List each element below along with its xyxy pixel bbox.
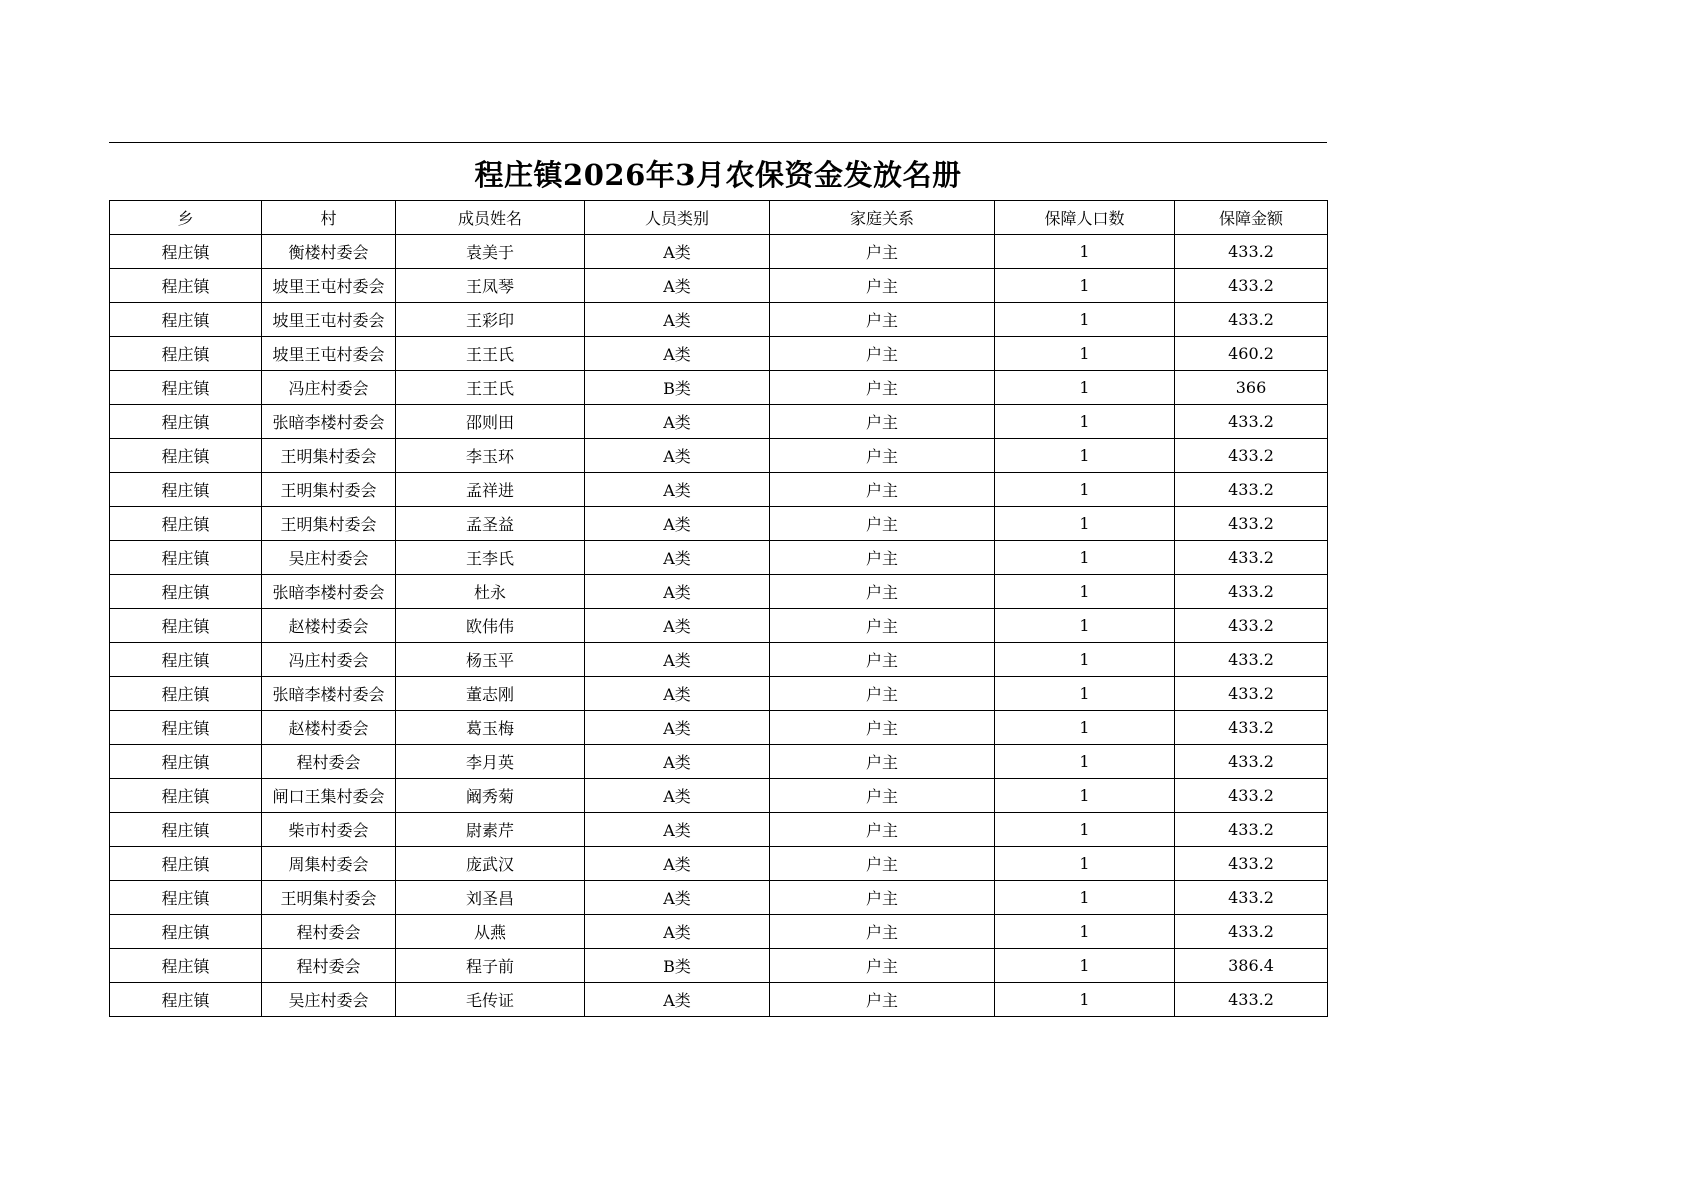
covered-persons-cell: 1 (995, 949, 1175, 983)
table-row (110, 915, 1328, 949)
amount-cell: 433.2 (1175, 303, 1328, 337)
township-cell: 程庄镇 (110, 473, 262, 507)
amount-cell: 433.2 (1175, 405, 1328, 439)
member-name-cell: 孟圣益 (396, 507, 585, 541)
amount-cell: 433.2 (1175, 915, 1328, 949)
family-relation-cell: 户主 (770, 541, 995, 575)
member-name-cell: 董志刚 (396, 677, 585, 711)
amount-cell: 433.2 (1175, 541, 1328, 575)
member-name-cell: 邵则田 (396, 405, 585, 439)
category-cell: A类 (585, 983, 770, 1017)
table-row (110, 337, 1328, 371)
header-row (110, 201, 1328, 235)
family-relation-cell: 户主 (770, 643, 995, 677)
top-rule (109, 142, 1327, 143)
covered-persons-cell: 1 (995, 371, 1175, 405)
amount-cell: 433.2 (1175, 779, 1328, 813)
table-row (110, 439, 1328, 473)
member-name-cell: 尉素芹 (396, 813, 585, 847)
amount-cell: 433.2 (1175, 439, 1328, 473)
township-cell: 程庄镇 (110, 609, 262, 643)
family-relation-cell: 户主 (770, 235, 995, 269)
column-header-township: 乡 (110, 201, 262, 235)
table-row (110, 983, 1328, 1017)
village-cell: 冯庄村委会 (262, 643, 396, 677)
amount-cell: 460.2 (1175, 337, 1328, 371)
township-cell: 程庄镇 (110, 881, 262, 915)
category-cell: B类 (585, 949, 770, 983)
family-relation-cell: 户主 (770, 779, 995, 813)
page-title: 程庄镇2026年3月农保资金发放名册 (474, 158, 962, 192)
amount-cell: 433.2 (1175, 813, 1328, 847)
amount-cell: 386.4 (1175, 949, 1328, 983)
covered-persons-cell: 1 (995, 643, 1175, 677)
column-header-member-name: 成员姓名 (396, 201, 585, 235)
amount-cell: 433.2 (1175, 881, 1328, 915)
amount-cell: 433.2 (1175, 507, 1328, 541)
family-relation-cell: 户主 (770, 439, 995, 473)
category-cell: A类 (585, 473, 770, 507)
amount-cell: 433.2 (1175, 745, 1328, 779)
family-relation-cell: 户主 (770, 711, 995, 745)
village-cell: 程村委会 (262, 915, 396, 949)
township-cell: 程庄镇 (110, 949, 262, 983)
member-name-cell: 杜永 (396, 575, 585, 609)
category-cell: A类 (585, 711, 770, 745)
category-cell: A类 (585, 915, 770, 949)
category-cell: A类 (585, 643, 770, 677)
family-relation-cell: 户主 (770, 813, 995, 847)
column-header-category: 人员类别 (585, 201, 770, 235)
table-row (110, 847, 1328, 881)
township-cell: 程庄镇 (110, 541, 262, 575)
amount-cell: 433.2 (1175, 847, 1328, 881)
covered-persons-cell: 1 (995, 745, 1175, 779)
member-name-cell: 王王氏 (396, 337, 585, 371)
family-relation-cell: 户主 (770, 983, 995, 1017)
covered-persons-cell: 1 (995, 983, 1175, 1017)
township-cell: 程庄镇 (110, 915, 262, 949)
covered-persons-cell: 1 (995, 609, 1175, 643)
category-cell: A类 (585, 405, 770, 439)
family-relation-cell: 户主 (770, 473, 995, 507)
member-name-cell: 王彩印 (396, 303, 585, 337)
covered-persons-cell: 1 (995, 881, 1175, 915)
family-relation-cell: 户主 (770, 745, 995, 779)
category-cell: A类 (585, 303, 770, 337)
amount-cell: 433.2 (1175, 609, 1328, 643)
amount-cell: 433.2 (1175, 677, 1328, 711)
member-name-cell: 杨玉平 (396, 643, 585, 677)
table-row (110, 677, 1328, 711)
member-name-cell: 阚秀菊 (396, 779, 585, 813)
covered-persons-cell: 1 (995, 507, 1175, 541)
township-cell: 程庄镇 (110, 235, 262, 269)
family-relation-cell: 户主 (770, 575, 995, 609)
category-cell: A类 (585, 507, 770, 541)
village-cell: 柴市村委会 (262, 813, 396, 847)
category-cell: A类 (585, 575, 770, 609)
village-cell: 冯庄村委会 (262, 371, 396, 405)
payment-roster-table (109, 200, 1328, 1017)
member-name-cell: 欧伟伟 (396, 609, 585, 643)
covered-persons-cell: 1 (995, 235, 1175, 269)
category-cell: A类 (585, 541, 770, 575)
family-relation-cell: 户主 (770, 507, 995, 541)
township-cell: 程庄镇 (110, 779, 262, 813)
member-name-cell: 李玉环 (396, 439, 585, 473)
covered-persons-cell: 1 (995, 711, 1175, 745)
table-row (110, 303, 1328, 337)
column-header-family-relation: 家庭关系 (770, 201, 995, 235)
township-cell: 程庄镇 (110, 745, 262, 779)
category-cell: A类 (585, 745, 770, 779)
covered-persons-cell: 1 (995, 813, 1175, 847)
village-cell: 张暗李楼村委会 (262, 575, 396, 609)
amount-cell: 366 (1175, 371, 1328, 405)
category-cell: A类 (585, 235, 770, 269)
table-row (110, 745, 1328, 779)
village-cell: 赵楼村委会 (262, 609, 396, 643)
table-row (110, 473, 1328, 507)
village-cell: 周集村委会 (262, 847, 396, 881)
covered-persons-cell: 1 (995, 575, 1175, 609)
family-relation-cell: 户主 (770, 609, 995, 643)
village-cell: 王明集村委会 (262, 507, 396, 541)
amount-cell: 433.2 (1175, 473, 1328, 507)
village-cell: 王明集村委会 (262, 473, 396, 507)
amount-cell: 433.2 (1175, 983, 1328, 1017)
township-cell: 程庄镇 (110, 847, 262, 881)
amount-cell: 433.2 (1175, 643, 1328, 677)
category-cell: A类 (585, 677, 770, 711)
member-name-cell: 刘圣昌 (396, 881, 585, 915)
village-cell: 张暗李楼村委会 (262, 405, 396, 439)
table-body (110, 235, 1328, 1017)
township-cell: 程庄镇 (110, 983, 262, 1017)
category-cell: A类 (585, 269, 770, 303)
table-row (110, 269, 1328, 303)
amount-cell: 433.2 (1175, 269, 1328, 303)
table-row (110, 881, 1328, 915)
township-cell: 程庄镇 (110, 337, 262, 371)
township-cell: 程庄镇 (110, 371, 262, 405)
township-cell: 程庄镇 (110, 269, 262, 303)
covered-persons-cell: 1 (995, 779, 1175, 813)
township-cell: 程庄镇 (110, 405, 262, 439)
village-cell: 坡里王屯村委会 (262, 303, 396, 337)
member-name-cell: 葛玉梅 (396, 711, 585, 745)
covered-persons-cell: 1 (995, 541, 1175, 575)
category-cell: A类 (585, 609, 770, 643)
family-relation-cell: 户主 (770, 303, 995, 337)
village-cell: 王明集村委会 (262, 439, 396, 473)
category-cell: A类 (585, 881, 770, 915)
village-cell: 王明集村委会 (262, 881, 396, 915)
member-name-cell: 从燕 (396, 915, 585, 949)
table-row (110, 779, 1328, 813)
covered-persons-cell: 1 (995, 439, 1175, 473)
covered-persons-cell: 1 (995, 337, 1175, 371)
member-name-cell: 庞武汉 (396, 847, 585, 881)
amount-cell: 433.2 (1175, 711, 1328, 745)
covered-persons-cell: 1 (995, 303, 1175, 337)
township-cell: 程庄镇 (110, 439, 262, 473)
member-name-cell: 袁美于 (396, 235, 585, 269)
township-cell: 程庄镇 (110, 711, 262, 745)
covered-persons-cell: 1 (995, 915, 1175, 949)
township-cell: 程庄镇 (110, 575, 262, 609)
village-cell: 坡里王屯村委会 (262, 269, 396, 303)
table-row (110, 235, 1328, 269)
township-cell: 程庄镇 (110, 677, 262, 711)
member-name-cell: 王凤琴 (396, 269, 585, 303)
covered-persons-cell: 1 (995, 847, 1175, 881)
covered-persons-cell: 1 (995, 405, 1175, 439)
family-relation-cell: 户主 (770, 677, 995, 711)
village-cell: 吴庄村委会 (262, 541, 396, 575)
amount-cell: 433.2 (1175, 575, 1328, 609)
member-name-cell: 毛传证 (396, 983, 585, 1017)
village-cell: 闸口王集村委会 (262, 779, 396, 813)
category-cell: B类 (585, 371, 770, 405)
member-name-cell: 王王氏 (396, 371, 585, 405)
member-name-cell: 孟祥进 (396, 473, 585, 507)
village-cell: 程村委会 (262, 745, 396, 779)
table-row (110, 609, 1328, 643)
table-row (110, 507, 1328, 541)
village-cell: 衡楼村委会 (262, 235, 396, 269)
family-relation-cell: 户主 (770, 847, 995, 881)
covered-persons-cell: 1 (995, 677, 1175, 711)
family-relation-cell: 户主 (770, 269, 995, 303)
table-row (110, 541, 1328, 575)
table-row (110, 575, 1328, 609)
township-cell: 程庄镇 (110, 507, 262, 541)
column-header-village: 村 (262, 201, 396, 235)
member-name-cell: 程子前 (396, 949, 585, 983)
table-row (110, 643, 1328, 677)
family-relation-cell: 户主 (770, 881, 995, 915)
category-cell: A类 (585, 813, 770, 847)
township-cell: 程庄镇 (110, 813, 262, 847)
table-row (110, 949, 1328, 983)
column-header-amount: 保障金额 (1175, 201, 1328, 235)
village-cell: 赵楼村委会 (262, 711, 396, 745)
family-relation-cell: 户主 (770, 949, 995, 983)
member-name-cell: 王李氏 (396, 541, 585, 575)
table-row (110, 813, 1328, 847)
category-cell: A类 (585, 779, 770, 813)
family-relation-cell: 户主 (770, 915, 995, 949)
township-cell: 程庄镇 (110, 643, 262, 677)
village-cell: 张暗李楼村委会 (262, 677, 396, 711)
category-cell: A类 (585, 847, 770, 881)
column-header-covered-persons: 保障人口数 (995, 201, 1175, 235)
table-row (110, 405, 1328, 439)
member-name-cell: 李月英 (396, 745, 585, 779)
table-row (110, 371, 1328, 405)
category-cell: A类 (585, 439, 770, 473)
village-cell: 坡里王屯村委会 (262, 337, 396, 371)
family-relation-cell: 户主 (770, 337, 995, 371)
amount-cell: 433.2 (1175, 235, 1328, 269)
table-row (110, 711, 1328, 745)
covered-persons-cell: 1 (995, 473, 1175, 507)
category-cell: A类 (585, 337, 770, 371)
covered-persons-cell: 1 (995, 269, 1175, 303)
family-relation-cell: 户主 (770, 371, 995, 405)
village-cell: 吴庄村委会 (262, 983, 396, 1017)
village-cell: 程村委会 (262, 949, 396, 983)
family-relation-cell: 户主 (770, 405, 995, 439)
township-cell: 程庄镇 (110, 303, 262, 337)
